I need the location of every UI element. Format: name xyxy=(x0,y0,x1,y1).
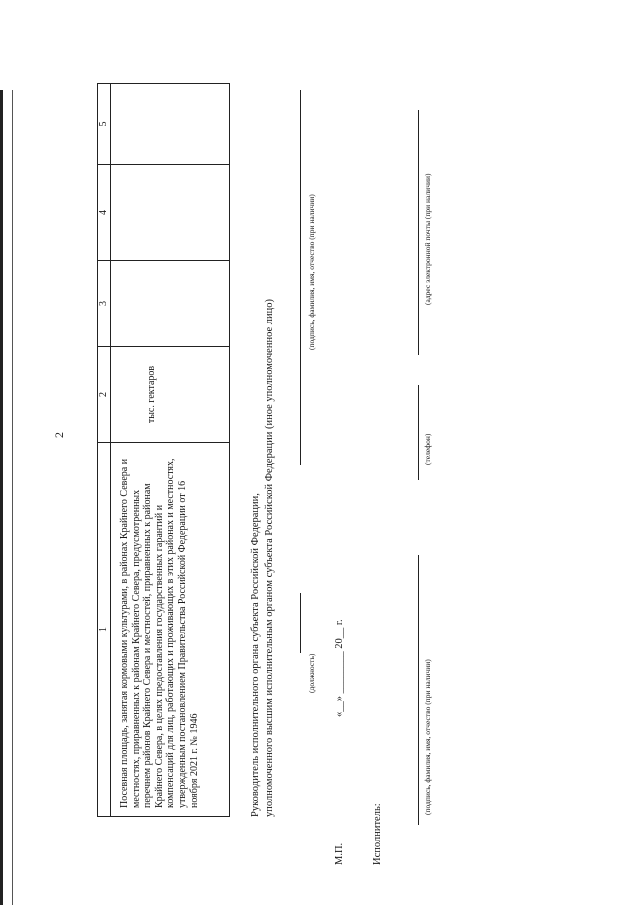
executor-name-line xyxy=(418,555,419,825)
rotated-page-content xyxy=(0,90,605,905)
executor-email-line xyxy=(418,110,419,355)
data-table xyxy=(97,83,230,817)
row-col-3 xyxy=(111,261,230,347)
head-title-line2: уполномоченного высшим исполнительным органом субъекта Российской Федерации (иное уполномоченное лицо) xyxy=(264,299,275,817)
header-col-4: 4 xyxy=(98,165,111,261)
head-name-caption: (подпись, фамилия, имя, отчество (при наличии) xyxy=(307,194,316,350)
page-number: 2 xyxy=(52,432,66,438)
signature-date: «__» ________ 20__ г. xyxy=(334,619,345,717)
position-line xyxy=(300,593,301,653)
executor-label: Исполнитель: xyxy=(372,803,383,865)
row-col-5 xyxy=(111,84,230,165)
executor-phone-caption: (телефон) xyxy=(423,433,432,465)
executor-phone-line xyxy=(418,385,419,480)
header-col-3: 3 xyxy=(98,261,111,347)
table-row xyxy=(111,84,230,817)
header-col-5: 5 xyxy=(98,84,111,165)
row-unit: тыс. гектаров xyxy=(111,347,230,443)
head-title-line1: Руководитель исполнительного органа субъекта Российской Федерации, xyxy=(250,493,261,817)
executor-name-caption: (подпись, фамилия, имя, отчество (при наличии) xyxy=(423,659,432,815)
position-caption: (должность) xyxy=(307,653,316,693)
header-col-1: 1 xyxy=(98,443,111,817)
table-header-row xyxy=(98,84,111,817)
row-col-4 xyxy=(111,165,230,261)
stamp-label: М.П. xyxy=(334,842,345,865)
header-col-2: 2 xyxy=(98,347,111,443)
row-description: Посевная площадь, занятая кормовыми культурами, в районах Крайнего Севера и местностях, приравненных к районам Крайнего Севера, предусмотренных перечнем районов Крайнего Севера и местностей, приравненных к районам Крайнего Севера, в целях предоставления государственных гарантий и компенсаций для лиц, работающих и проживающих в этих районах и местностях, утвержденным постановлением Правительства Российской Федерации от 16 ноября 2021 г. № 1946 xyxy=(111,443,230,817)
head-name-line xyxy=(300,90,301,465)
executor-email-caption: (адрес электронной почты (при наличии) xyxy=(423,173,432,305)
